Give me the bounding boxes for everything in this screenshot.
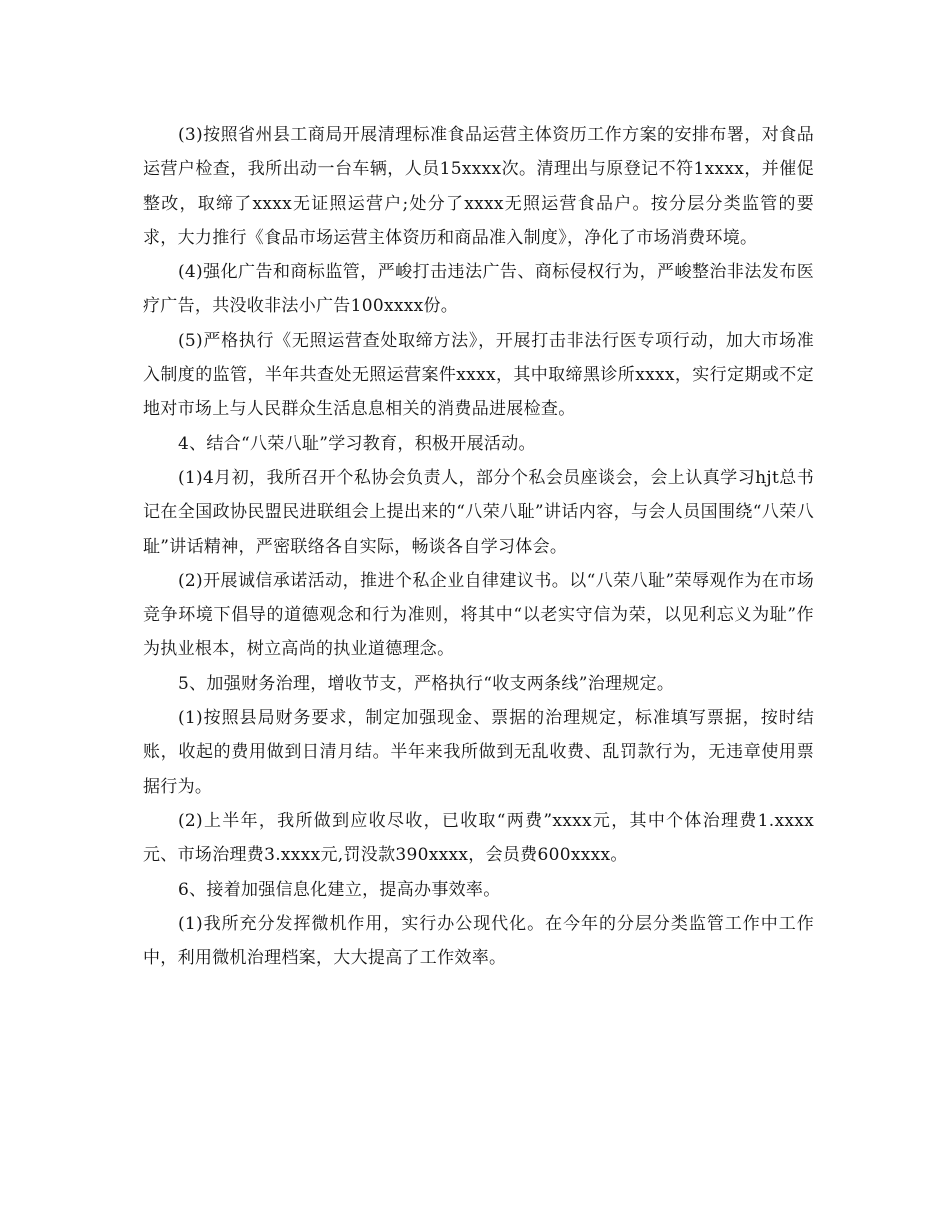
- paragraph-4-1-meeting: (1)4月初，我所召开个私协会负责人，部分个私会员座谈会，会上认真学习hjt总书记在全国政协民盟民进联组会上提出来的“八荣八耻”讲话内容，与会人员国围绕“八荣八耻”讲话精神，严密联络各自实际，畅谈各自学习体会。: [143, 467, 814, 557]
- paragraph-item-5-unlicensed: (5)严格执行《无照运营查处取缔方法》，开展打击非法行医专项行动，加大市场准入制度的监管，半年共查处无照运营案件xxxx，其中取缔黑诊所xxxx，实行定期或不定地对市场上与人民群众生活息息相关的消费品进展检查。: [143, 330, 814, 420]
- paragraph-item-4-advertising: (4)强化广告和商标监管，严峻打击违法广告、商标侵权行为，严峻整治非法发布医疗广告，共没收非法小广告100xxxx份。: [143, 262, 814, 317]
- section-heading-4: 4、结合“八荣八耻”学习教育，积极开展活动。: [178, 433, 536, 454]
- section-heading-5: 5、加强财务治理，增收节支，严格执行“收支两条线”治理规定。: [178, 673, 675, 694]
- paragraph-5-2-fees: (2)上半年，我所做到应收尽收，已收取“两费”xxxx元，其中个体治理费1.xxxx元、市场治理费3.xxxx元,罚没款390xxxx，会员费600xxxx。: [143, 810, 814, 866]
- paragraph-4-2-integrity: (2)开展诚信承诺活动，推进个私企业自律建议书。以“八荣八耻”荣辱观作为在市场竞争环境下倡导的道德观念和行为准则，将其中“以老实守信为荣，以见利忘义为耻”作为执业根本，树立高尚的执业道德理念。: [143, 570, 814, 660]
- paragraph-item-3-food-inspection: (3)按照省州县工商局开展清理标准食品运营主体资历工作方案的安排布署，对食品运营户检查，我所出动一台车辆，人员15xxxx次。清理出与原登记不符1xxxx，并催促整改，取缔了xxxx无证照运营户;处分了xxxx无照运营食品户。按分层分类监管的要求，大力推行《食品市场运营主体资历和商品准入制度》，净化了市场消费环境。: [143, 125, 814, 248]
- paragraph-5-1-finance: (1)按照县局财务要求，制定加强现金、票据的治理规定，标准填写票据，按时结账，收起的费用做到日清月结。半年来我所做到无乱收费、乱罚款行为，无违章使用票据行为。: [143, 708, 814, 797]
- paragraph-6-1-computers: (1)我所充分发挥微机作用，实行办公现代化。在今年的分层分类监管工作中工作中，利用微机治理档案，大大提高了工作效率。: [143, 913, 814, 969]
- section-heading-6: 6、接着加强信息化建立，提高办事效率。: [178, 879, 501, 900]
